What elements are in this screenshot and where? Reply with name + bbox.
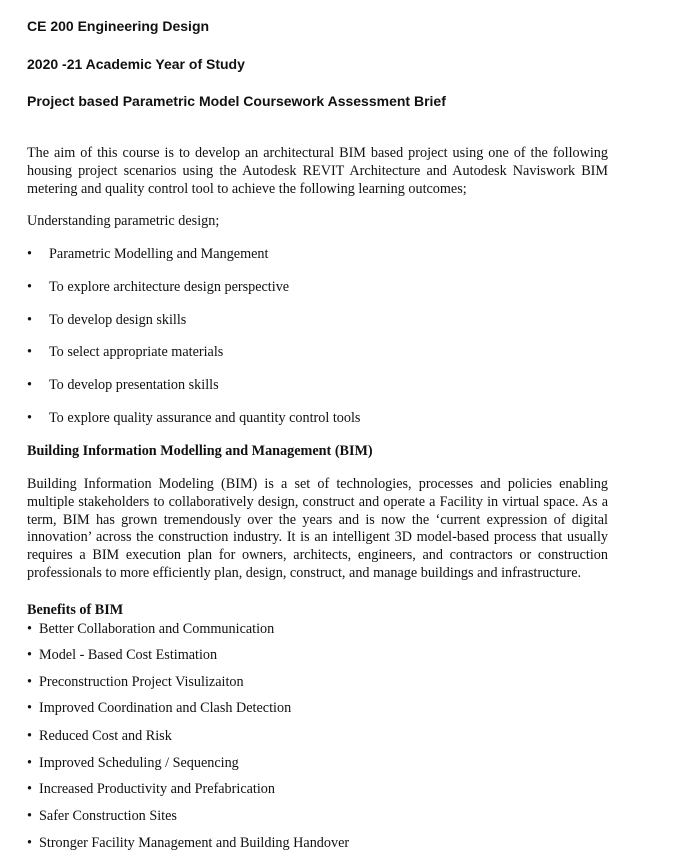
list-item-text: To develop presentation skills bbox=[49, 377, 219, 393]
list-item-text: Preconstruction Project Visulizaiton bbox=[39, 674, 244, 690]
bim-heading: Building Information Modelling and Management (BIM) bbox=[27, 443, 373, 459]
bullet-icon: • bbox=[27, 410, 32, 426]
benefits-heading: Benefits of BIM bbox=[27, 602, 124, 618]
list-item-text: Model - Based Cost Estimation bbox=[39, 647, 218, 663]
bullet-icon: • bbox=[27, 755, 32, 771]
bullet-icon: • bbox=[27, 728, 32, 744]
bullet-icon: • bbox=[27, 344, 32, 360]
list-item-text: Reduced Cost and Risk bbox=[39, 728, 172, 744]
list-item-text: Parametric Modelling and Mangement bbox=[49, 246, 269, 262]
bullet-icon: • bbox=[27, 700, 32, 716]
list-item-text: To develop design skills bbox=[49, 312, 187, 328]
list-item-text: Stronger Facility Management and Building Handover bbox=[39, 835, 350, 851]
bullet-icon: • bbox=[27, 647, 32, 663]
bullet-icon: • bbox=[27, 808, 32, 824]
list-item-text: Better Collaboration and Communication bbox=[39, 621, 275, 637]
list-item-text: Improved Scheduling / Sequencing bbox=[39, 755, 239, 771]
course-title: CE 200 Engineering Design bbox=[27, 18, 210, 34]
list-item-text: Safer Construction Sites bbox=[39, 808, 177, 824]
list-item-text: Increased Productivity and Prefabrication bbox=[39, 781, 275, 797]
list-item-text: To explore quality assurance and quantity control tools bbox=[49, 410, 361, 426]
understanding-line: Understanding parametric design; bbox=[27, 213, 220, 229]
bullet-icon: • bbox=[27, 835, 32, 851]
bullet-icon: • bbox=[27, 781, 32, 797]
list-item-text: To explore architecture design perspective bbox=[49, 279, 290, 295]
academic-year: 2020 -21 Academic Year of Study bbox=[27, 56, 245, 72]
intro-paragraph: The aim of this course is to develop an architectural BIM based project using one of the following housing project scenarios using the Autodesk REVIT Architecture and Autodesk Naviswork BIM metering and quality control tool to achieve the following learning outcomes; bbox=[27, 145, 608, 197]
list-item-text: Improved Coordination and Clash Detection bbox=[39, 700, 292, 716]
bullet-icon: • bbox=[27, 312, 32, 328]
brief-title: Project based Parametric Model Coursework Assessment Brief bbox=[27, 93, 446, 109]
bullet-icon: • bbox=[27, 246, 32, 262]
bullet-icon: • bbox=[27, 279, 32, 295]
bullet-icon: • bbox=[27, 674, 32, 690]
bim-paragraph: Building Information Modeling (BIM) is a set of technologies, processes and policies enabling multiple stakeholders to collaboratively design, construct and operate a Facility in virtual space. As a term, BIM has grown tremendously over the years and is now the ‘current expression of digital innovation’ across the construction industry. It is an intelligent 3D model-based process that usually requires a BIM execution plan for owners, architects, engineers, and contractors or construction professionals to more efficiently plan, design, construct, and manage buildings and infrastructure. bbox=[27, 476, 608, 581]
list-item-text: To select appropriate materials bbox=[49, 344, 224, 360]
bullet-icon: • bbox=[27, 621, 32, 637]
bullet-icon: • bbox=[27, 377, 32, 393]
